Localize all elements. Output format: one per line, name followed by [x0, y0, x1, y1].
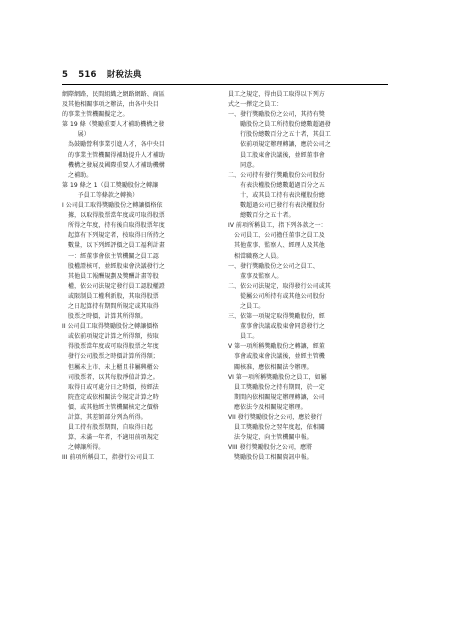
page-prefix: 5: [62, 70, 69, 80]
text-line: 員工獎勵股份之翌年度起，依相關: [228, 424, 325, 432]
text-line: 十，或其員工持有表決權股份總: [228, 191, 325, 199]
text-line: 應依法令及相關規定辦理。: [228, 403, 307, 411]
text-line: 算，未滿一年者，不適用前項規定: [62, 434, 159, 442]
text-line: 一、發行獎勵股份之公司，其持有獎: [228, 111, 325, 119]
text-line: 一、發行獎勵股份之公司之員工、: [228, 262, 319, 270]
text-line: 得股票當年度或可取得股票之年度: [62, 343, 159, 351]
page-header: [62, 68, 390, 84]
text-line: VII 發行獎勵股份之公司，應於發行: [228, 414, 323, 421]
text-line: 關核准，應依相關法令辦理。: [228, 363, 313, 371]
text-line: 予員工等條款之轉換）: [62, 191, 139, 199]
text-line: 同意。: [228, 161, 259, 169]
text-line: 價，或其他經主管機關核定之價格: [62, 403, 159, 411]
text-line: 發行公司股票之時價計算所得額；: [62, 353, 159, 361]
text-line: 從屬公司所持有或其他公司股份: [228, 292, 325, 300]
text-line: III 前項所稱員工，指發行公司員工: [62, 454, 155, 462]
text-line: 股權證核可，並經股東會決議發行之: [62, 262, 165, 270]
text-line: 及其他相關事項之辦法，由各中央目: [62, 101, 159, 109]
text-line: 展）: [62, 131, 90, 139]
text-line: 起算有下列規定者，按取得日所持之: [62, 232, 165, 240]
text-line: 權，依公司法規定發行員工認股權證: [62, 282, 165, 290]
text-line: V 第一項所稱獎勵股份之轉讓，經董: [228, 343, 325, 351]
text-line: 取得日或可處分日之時價，按經法: [62, 383, 159, 391]
text-line: 第 19 條之 1（員工獎勵股份之轉讓: [62, 181, 159, 189]
text-line: I 公司員工取得獎勵股份之轉讓價格依: [62, 202, 163, 210]
text-line: 員工之規定，得由員工取得以下列方: [228, 91, 325, 98]
text-line: 三、依第一項規定取得獎勵股份，經: [228, 313, 325, 321]
text-line: 所得之年度，持有後自取得股票年度: [62, 222, 165, 230]
text-line: 或依前項規定計算之所得額，按取: [62, 333, 159, 341]
text-line: 據，以取得股票當年度或可取得股票: [62, 212, 165, 220]
text-line: 總數百分之五十者。: [228, 212, 295, 220]
text-line: 員工獎勵股份之持有期間，於一定: [228, 383, 325, 391]
text-line: 事會或股東會決議後，並經主管機: [228, 353, 325, 361]
text-line: 但屬未上市、未上櫃且非屬興櫃公: [62, 363, 159, 371]
text-line: 的事業主管機關得補助提升人才補助: [62, 151, 165, 159]
text-line: II 公司員工取得獎勵股份之轉讓價格: [62, 323, 159, 331]
text-line: 二、公司持有發行獎勵股份公司股份: [228, 171, 325, 179]
text-line: 第 19 條（獎勵重要人才補助機構之發: [62, 121, 165, 129]
text-line: 之轉讓所得。: [62, 444, 105, 452]
text-line: 其他董事、監察人、經理人及其他: [228, 242, 325, 250]
text-line: 院查定或依相關法令規定計算之時: [62, 393, 159, 401]
text-line: 的事業主管機關擬定之。: [62, 111, 129, 119]
left-text-column: [62, 90, 230, 463]
book-title: 財稅法典: [106, 70, 142, 80]
text-line: 司股票者，以其每股淨值計算之。: [62, 373, 159, 381]
text-line: 一：經董事會依主管機關之員工認: [62, 252, 159, 260]
text-line: 行股份總數百分之五十者，其員工: [228, 131, 331, 139]
text-line: 相當職務之人員。: [228, 252, 283, 260]
text-line: 之日起算持有期間所規定或其取得: [62, 302, 159, 310]
text-line: 董事會決議或股東會同意發行之: [228, 323, 325, 331]
text-line: 數超過公司已發行有表決權股份: [228, 202, 325, 210]
text-line: 法令規定，向主管機關申報。: [228, 434, 313, 442]
text-line: 公司員工、公司擔任董事之員工及: [228, 232, 325, 240]
text-line: 依前項規定辦理轉讓，應於公司之: [228, 141, 331, 149]
text-line: 員工。: [228, 333, 259, 341]
text-line: 機構之發展及國際重要人才補助機構: [62, 161, 165, 169]
header-divider: [62, 84, 388, 85]
text-line: 二、依公司法規定，取得發行公司或其: [228, 282, 331, 290]
text-line: 員工持有股票期間，自取得日起: [62, 424, 153, 432]
text-line: 股票之時價，計算其所得額。: [62, 313, 147, 321]
text-line: 之員工。: [228, 302, 265, 310]
text-line: IV 前項所稱員工，指下列各款之一：: [228, 222, 327, 230]
text-line: 獎勵股份員工相關資訊申報。: [228, 454, 313, 462]
text-line: 計算，其差額部分列為所得。: [62, 414, 147, 421]
page-number: 516: [78, 70, 97, 80]
text-line: 勵股份之員工所持股份總數超過發: [228, 121, 331, 129]
text-line: 為鼓勵營利事業引進人才，各中央目: [62, 141, 165, 149]
text-line: 網際網路，民間組織之網路網路、商區: [62, 91, 165, 98]
text-line: 數量，以下列經評價之員工福利計畫: [62, 242, 165, 250]
text-line: 期間內依相關規定辦理轉讓，公司: [228, 393, 325, 401]
text-line: VIII 發行獎勵股份之公司，應將: [228, 444, 313, 452]
text-line: 董事及監察人。: [228, 272, 283, 280]
text-line: 之補助。: [62, 171, 93, 179]
right-text-column: [228, 90, 398, 463]
text-line: 其他員工報酬規劃及獎酬計畫等股: [62, 272, 159, 280]
text-line: 式之一擇定之員工：: [228, 101, 283, 109]
text-line: VI 第一項所稱獎勵股份之員工，如屬: [228, 373, 327, 381]
text-line: 員工股東會決議後，並經董事會: [228, 151, 325, 159]
text-line: 或限制員工權利新股，其取得股票: [62, 292, 159, 300]
text-line: 有表決權股份總數超過百分之五: [228, 181, 325, 189]
